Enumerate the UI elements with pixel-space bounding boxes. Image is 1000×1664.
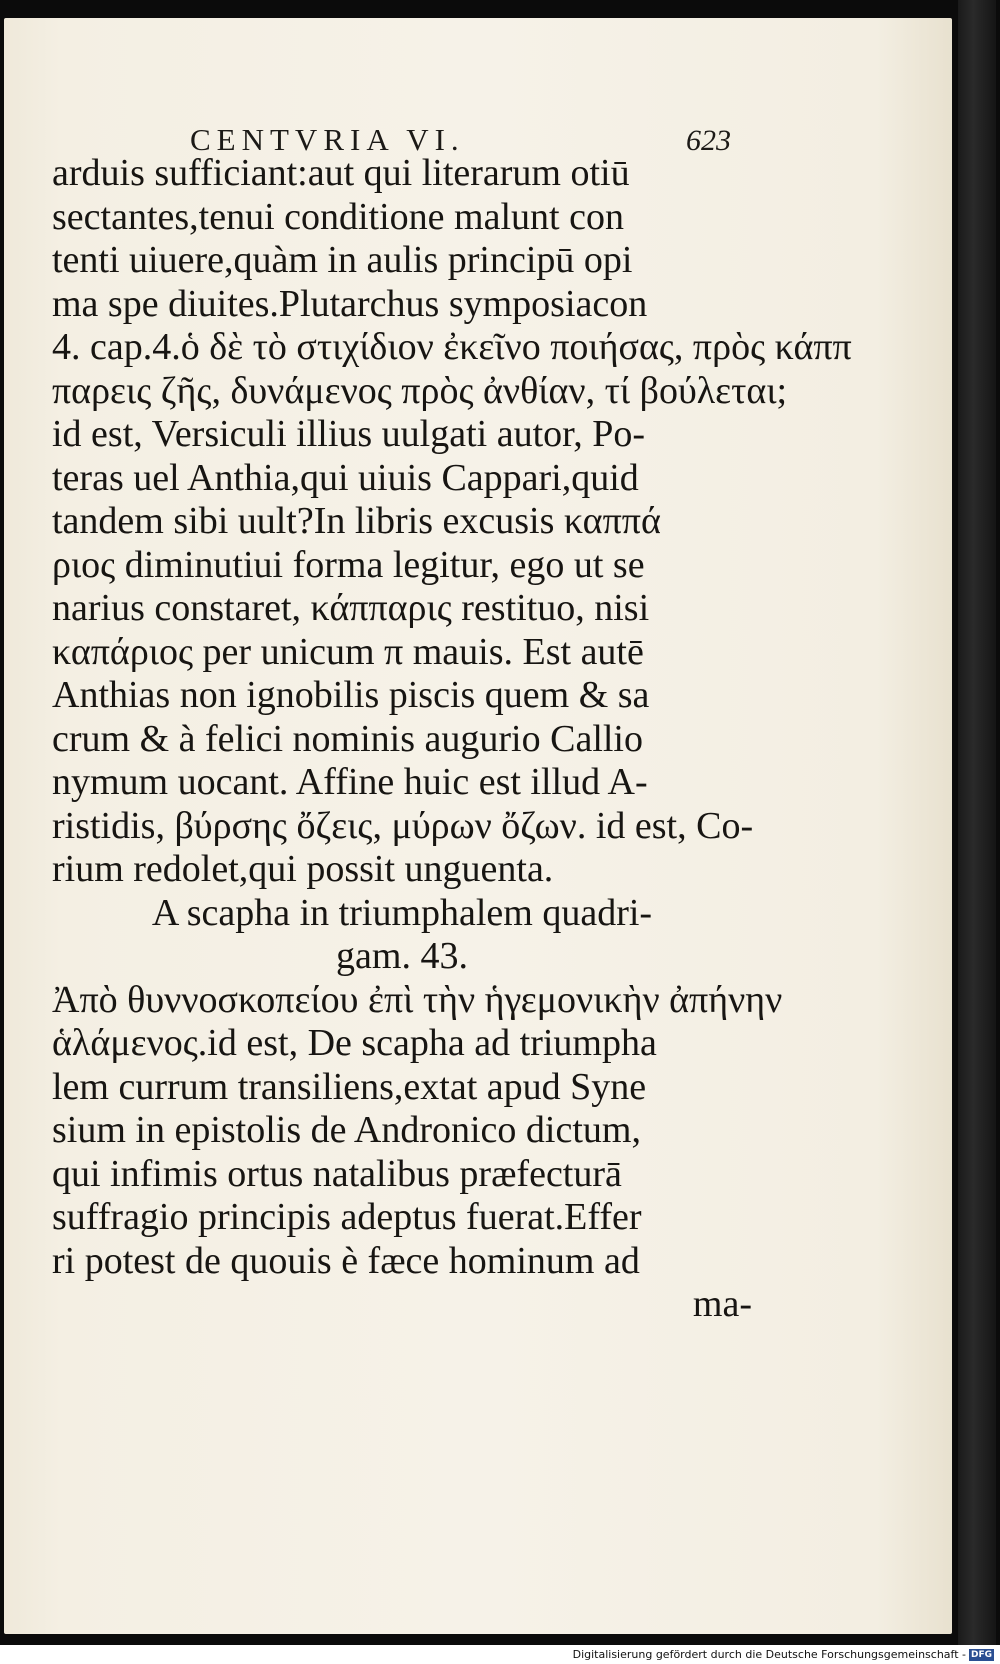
catchword: ma-	[692, 1283, 752, 1325]
digitization-credit	[573, 1648, 994, 1661]
body-text	[52, 152, 852, 1327]
page-number: 623	[686, 124, 731, 157]
text-line: id est, Versiculi illius uulgati autor, Po-	[52, 413, 646, 455]
text-line: ριος diminutiui forma legitur, ego ut se	[52, 543, 645, 586]
text-line: lem currum transiliens,extat apud Syne	[52, 1065, 647, 1108]
scan-edge	[958, 0, 996, 1645]
dfg-logo: DFG	[970, 1649, 992, 1660]
section-heading: A scapha in triumphalem quadri-	[151, 891, 653, 934]
text-line: ma spe diuites.Plutarchus symposiacon	[52, 282, 648, 325]
text-line: arduis sufficiant:aut qui literarum otiū	[52, 152, 630, 194]
text-line: sium in epistolis de Andronico dictum,	[52, 1109, 641, 1151]
credit-text: Digitalisierung gefördert durch die Deutsche Forschungsgemeinschaft -	[572, 1648, 966, 1661]
text-line: ristidis, βύρσης ὄζεις, μύρων ὄζων. id est, Co-	[52, 804, 754, 847]
text-line: suffragio principis adeptus fuerat.Effer	[52, 1196, 642, 1238]
text-line: narius constaret, κάππαρις restituo, nisi	[52, 587, 650, 629]
text-line: sectantes,tenui conditione malunt con	[52, 195, 624, 238]
text-line: crum & à felici nominis augurio Callio	[52, 717, 643, 760]
text-line: ἁλάμενος.id est, De scapha ad triumpha	[52, 1022, 657, 1064]
text-line: παρεις ζῆς, δυνάμενος πρὸς ἀνθίαν, τί βούλεται;	[52, 369, 788, 412]
text-line: καπάριος per unicum π mauis. Est autē	[52, 630, 644, 673]
text-line: nymum uocant. Affine huic est illud A-	[52, 761, 648, 803]
text-line: 4. cap.4.ὁ δὲ τὸ στιχίδιον ἐκεῖνο ποιήσας, πρὸς κάππ	[52, 326, 852, 368]
text-line: Ἀπὸ θυννοσκοπείου ἐπὶ τὴν ἡγεμονικὴν ἀπήνην	[52, 978, 783, 1021]
text-line: teras uel Anthia,qui uiuis Cappari,quid	[52, 456, 639, 499]
text-line: Anthias non ignobilis piscis quem & sa	[52, 674, 650, 716]
text-line: tenti uiuere,quàm in aulis principū opi	[52, 239, 633, 281]
section-heading-number: gam. 43.	[336, 935, 468, 977]
text-line: tandem sibi uult?In libris excusis καππά	[52, 500, 661, 542]
text-line: qui infimis ortus natalibus præfecturā	[52, 1152, 622, 1195]
running-head: CENTVRIA VI.	[190, 122, 465, 157]
text-line: rium redolet,qui possit unguenta.	[52, 848, 554, 890]
text-line: ri potest de quouis è fæce hominum ad	[52, 1239, 640, 1282]
